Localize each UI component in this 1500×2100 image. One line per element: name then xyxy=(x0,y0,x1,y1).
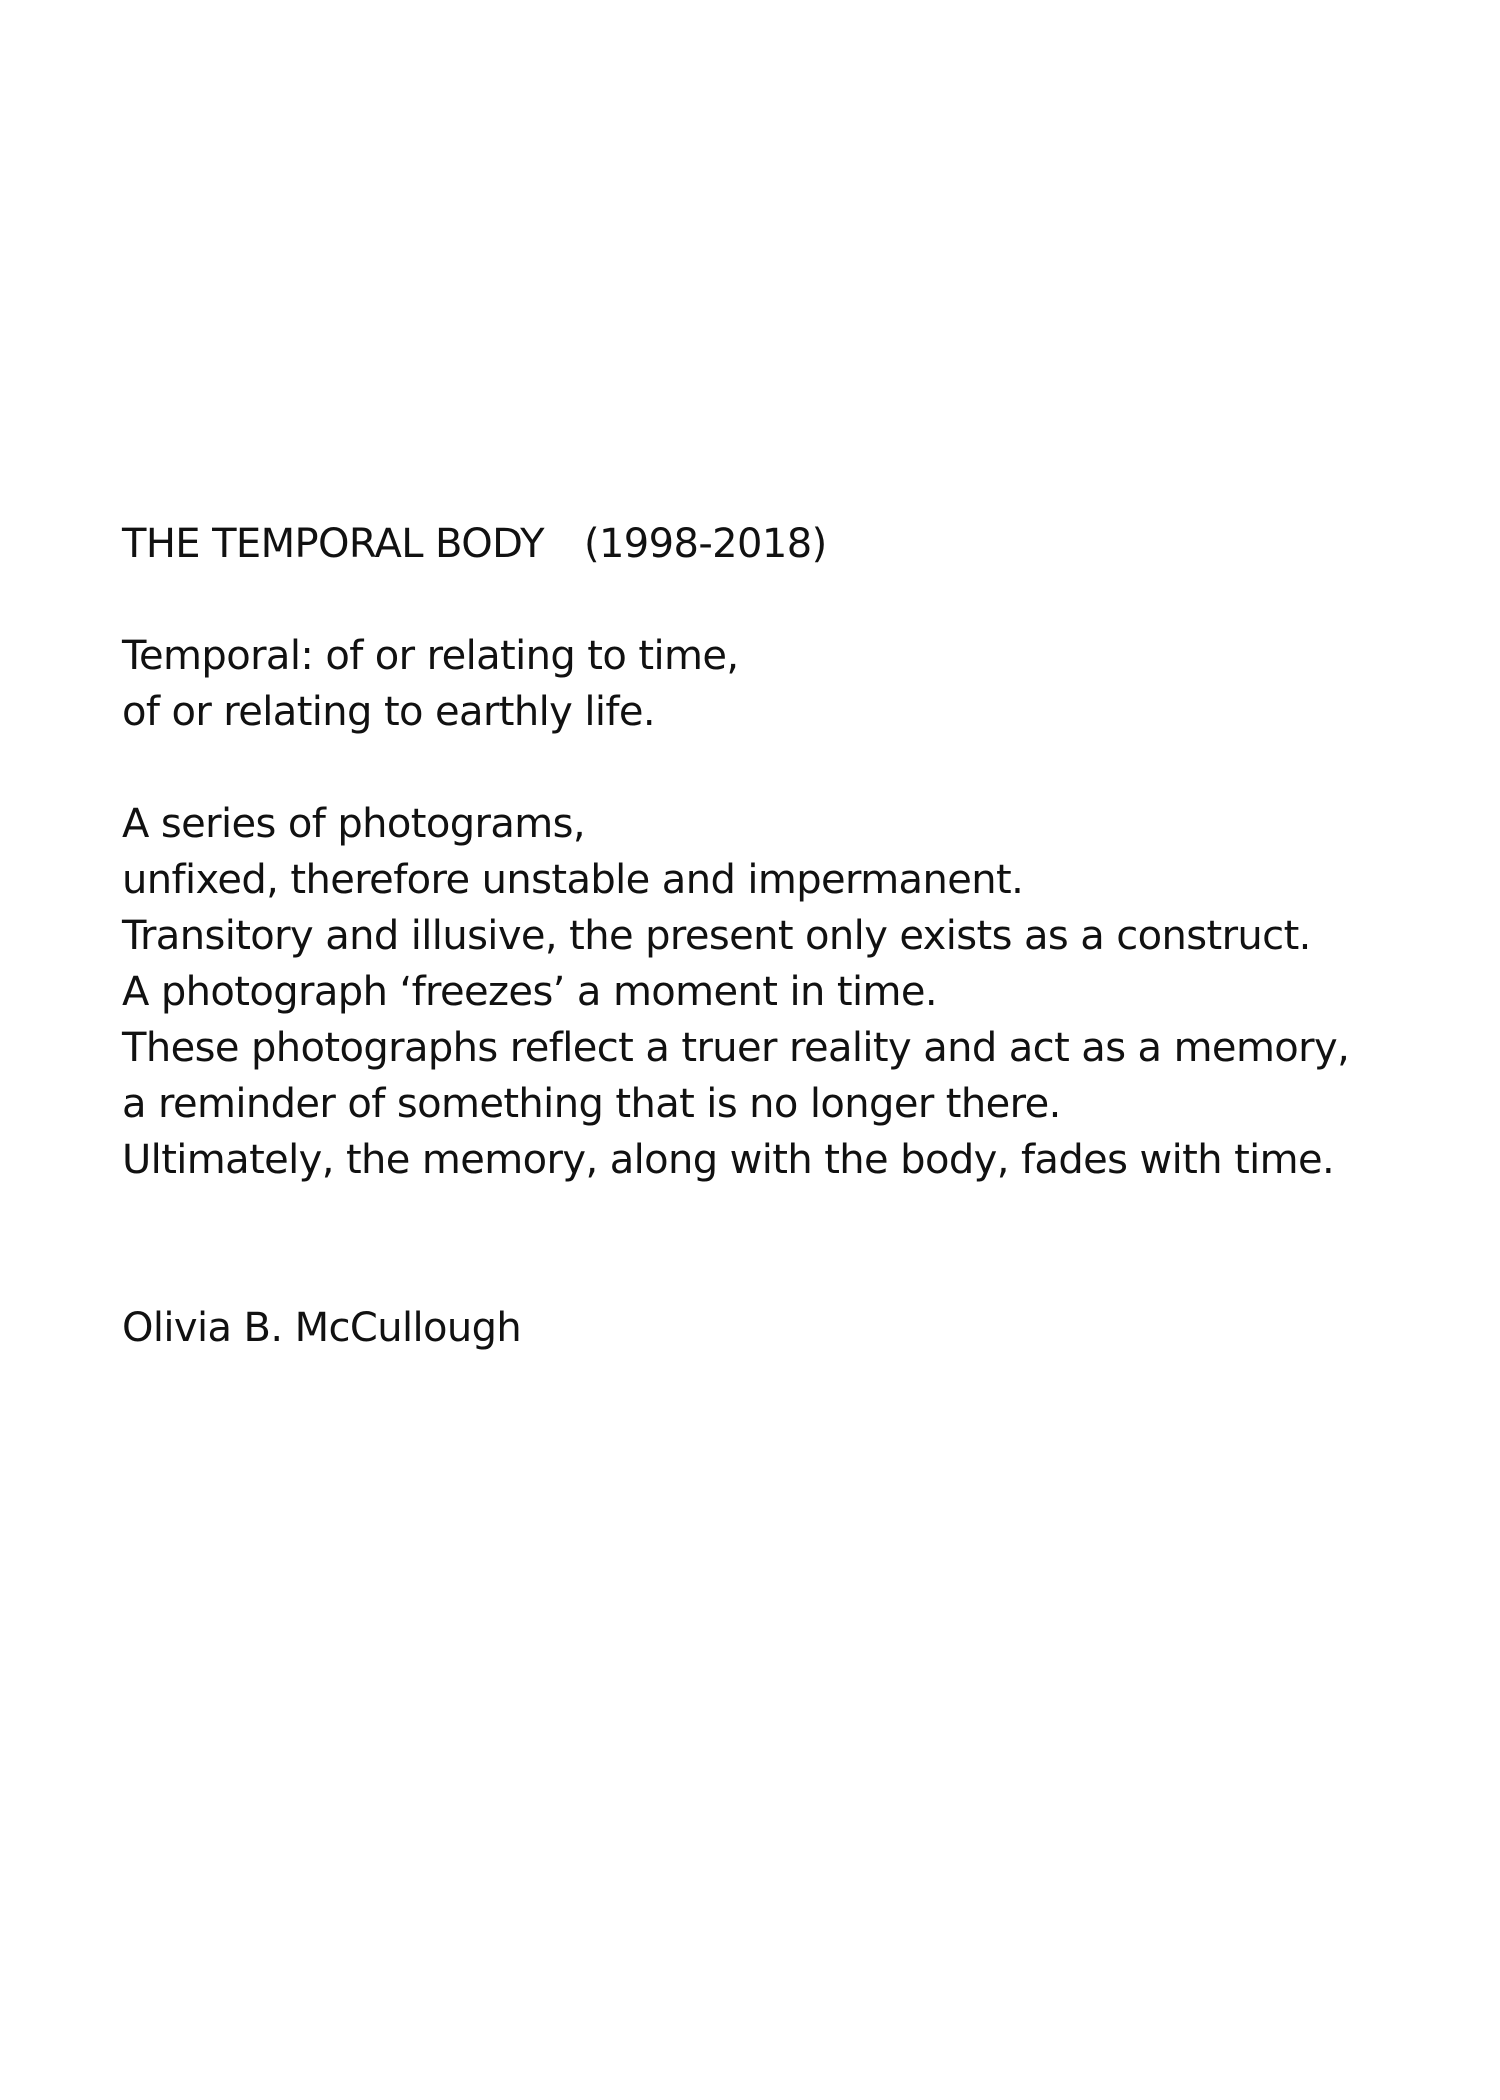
statement-text-block xyxy=(122,516,1462,1356)
document-title: THE TEMPORAL BODY xyxy=(122,521,544,567)
statement-line: Ultimately, the memory, along with the body, fades with time. xyxy=(122,1137,1335,1183)
statement-line: A series of photograms, xyxy=(122,801,585,847)
statement-line: A photograph ‘freezes’ a moment in time. xyxy=(122,969,937,1015)
statement-line: These photographs reflect a truer reality and act as a memory, xyxy=(122,1025,1350,1071)
statement-line: unfixed, therefore unstable and impermanent. xyxy=(122,857,1024,903)
definition-line: of or relating to earthly life. xyxy=(122,689,655,735)
statement-line: a reminder of something that is no longer there. xyxy=(122,1081,1061,1127)
definition-line: Temporal: of or relating to time, xyxy=(122,633,739,679)
document-years: (1998-2018) xyxy=(583,521,827,567)
statement-stanza xyxy=(122,796,1462,1188)
statement-line: Transitory and illusive, the present only exists as a construct. xyxy=(122,913,1311,959)
definition-stanza xyxy=(122,628,1462,740)
author-name: Olivia B. McCullough xyxy=(122,1305,522,1351)
document-heading xyxy=(122,516,1462,572)
